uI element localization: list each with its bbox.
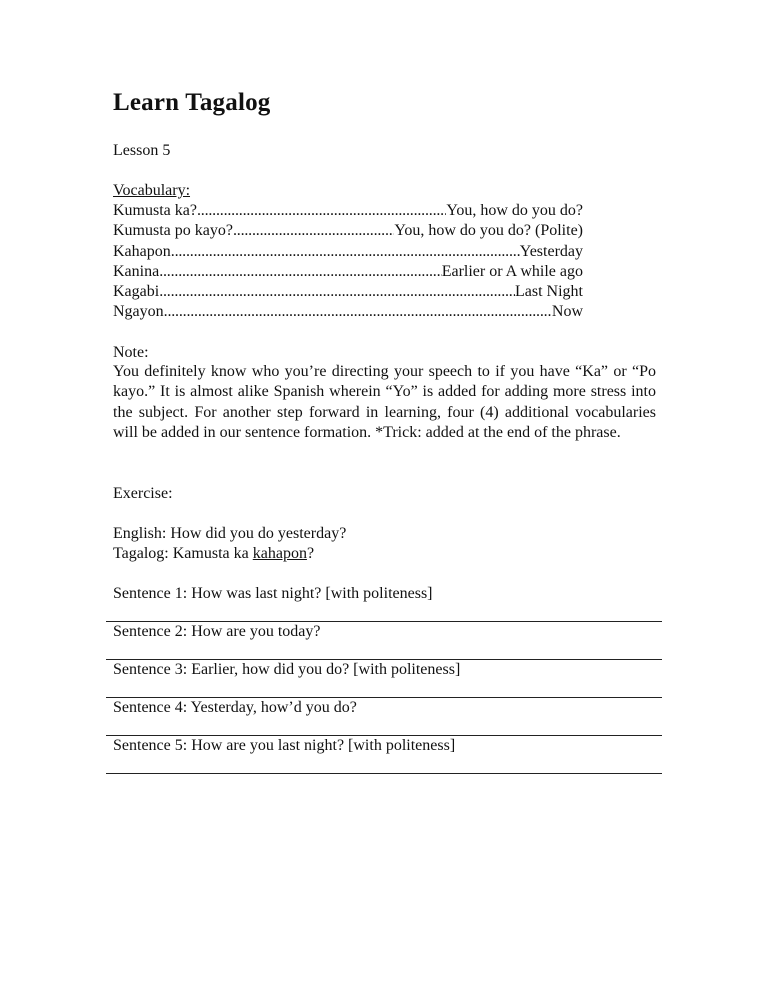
vocabulary-meaning: Last Night	[515, 283, 583, 301]
sentence-1-prompt: Sentence 1: How was last night? [with politeness]	[113, 585, 433, 602]
sentence-2-line[interactable]	[106, 622, 662, 660]
dot-leader	[171, 242, 520, 262]
vocabulary-meaning: You, how do you do?	[446, 202, 583, 219]
exercise-heading: Exercise:	[113, 485, 173, 502]
note-heading: Note:	[113, 344, 149, 361]
sentence-3-line[interactable]	[106, 660, 662, 698]
sentence-2-prompt: Sentence 2: How are you today?	[113, 623, 321, 640]
sentence-4-line[interactable]	[106, 698, 662, 736]
vocabulary-term: Kanina	[113, 262, 160, 280]
vocabulary-item	[113, 302, 583, 322]
sentence-4-prompt: Sentence 4: Yesterday, how’d you do?	[113, 699, 357, 716]
vocabulary-item	[113, 242, 583, 262]
sentence-5-line[interactable]	[106, 736, 662, 774]
note-paragraph: You definitely know who you’re directing your speech to if you have “Ka” or “Po kayo.” It is almost alike Spanish wherein “Yo” is added for adding more stress into the subject. For another step forward in learning, four (4) additional vocabularies will be added in our sentence formation. *Trick: added at the end of the phrase.	[113, 363, 656, 441]
vocabulary-meaning: Yesterday	[519, 242, 583, 260]
dot-leader	[164, 302, 552, 322]
tagalog-underlined-word: kahapon	[252, 545, 307, 562]
vocabulary-item	[113, 221, 583, 241]
exercise-tagalog-example	[113, 544, 314, 564]
dot-leader	[159, 282, 515, 302]
dot-leader	[233, 221, 394, 241]
sentence-1-line[interactable]	[106, 584, 662, 622]
vocabulary-item	[113, 282, 583, 302]
vocabulary-meaning: You, how do you do? (Polite)	[394, 222, 583, 240]
vocabulary-meaning: Earlier or A while ago	[441, 262, 583, 280]
vocabulary-term: Kumusta po kayo?	[113, 222, 233, 240]
vocabulary-list	[113, 201, 583, 323]
exercise-english-example: English: How did you do yesterday?	[113, 525, 347, 542]
vocabulary-item	[113, 262, 583, 282]
tagalog-suffix: ?	[306, 545, 315, 562]
dot-leader	[159, 262, 442, 282]
dot-leader	[197, 201, 446, 221]
vocabulary-meaning: Now	[551, 303, 583, 321]
sentence-3-prompt: Sentence 3: Earlier, how did you do? [with politeness]	[113, 661, 461, 678]
vocabulary-term: Kumusta ka?	[113, 202, 197, 219]
vocabulary-item	[113, 201, 583, 221]
page-title: Learn Tagalog	[113, 89, 271, 116]
vocabulary-term: Ngayon	[113, 303, 164, 321]
vocabulary-term: Kagabi	[113, 283, 160, 301]
sentence-5-prompt: Sentence 5: How are you last night? [with politeness]	[113, 737, 456, 754]
vocabulary-term: Kahapon	[113, 242, 171, 260]
tagalog-prefix: Tagalog: Kamusta ka	[113, 545, 253, 562]
vocabulary-heading: Vocabulary:	[113, 182, 191, 199]
lesson-label: Lesson 5	[113, 142, 171, 159]
